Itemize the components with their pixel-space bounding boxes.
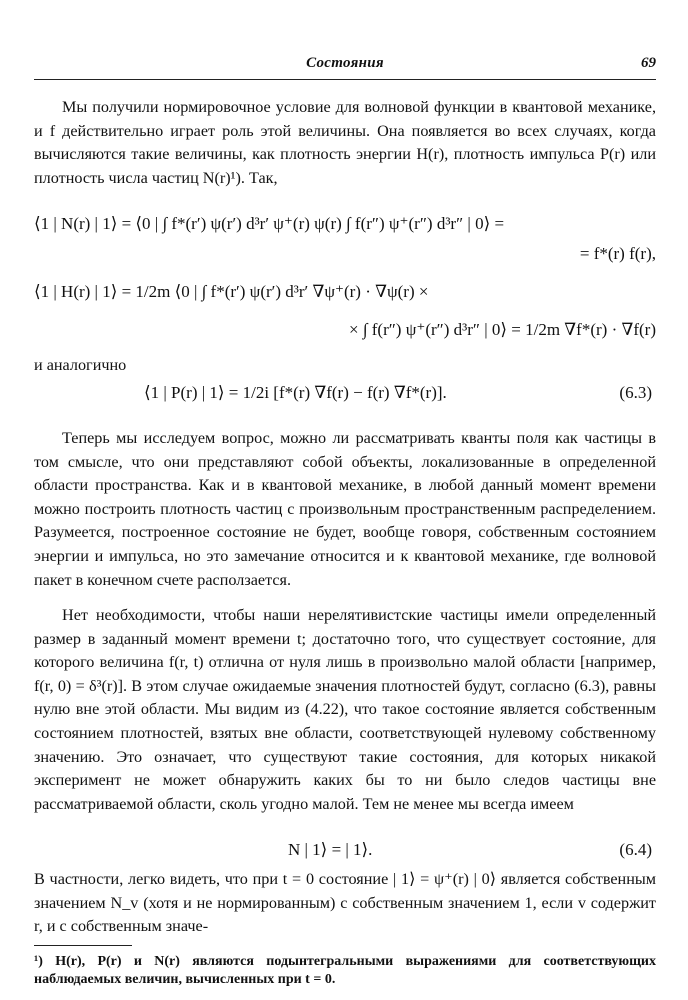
page-number: 69 (641, 55, 656, 71)
equation-1-left: ⟨1 | N(r) | 1⟩ = ⟨0 | ∫ f*(r′) ψ(r′) d³r′ ψ⁺(r) ψ(r) ∫ f(r″) ψ⁺(r″) d³r″ | 0⟩ = (34, 214, 505, 233)
paragraph-1-text: Мы получили нормировочное условие для волновой функции в квантовой механике, и f действительно играет роль этой величины. Она появляется во всех случаях, когда вычисляются такие величины, как плотность энергии H(r), плотность импульса P(r) или плотность числа частиц N(r)¹). Так, (34, 98, 656, 187)
connector-text-value: и аналогично (34, 356, 127, 374)
equation-3-number: (6.3) (619, 383, 652, 402)
equation-2-left: ⟨1 | H(r) | 1⟩ = 1/2m ⟨0 | ∫ f*(r′) ψ(r′) d³r′ ∇ψ⁺(r) · ∇ψ(r) × (34, 282, 429, 301)
equation-4 (34, 840, 656, 860)
footnote-text: ¹) H(r), P(r) и N(r) являются подынтегральными выражениями для соответствующих наблюдаемых величин, вычисленных при t = 0. (34, 954, 656, 987)
equation-2-line-1 (34, 282, 656, 302)
equation-1-line-2 (34, 244, 656, 264)
running-title: Состояния (306, 55, 384, 71)
equation-2-right: × ∫ f(r″) ψ⁺(r″) d³r″ | 0⟩ = 1/2m ∇f*(r) · ∇f(r) (349, 320, 656, 339)
equation-1-right: = f*(r) f(r), (579, 244, 656, 263)
equation-4-number: (6.4) (619, 840, 652, 859)
paragraph-2 (34, 427, 656, 592)
footnote (34, 953, 656, 989)
paragraph-4-text: В частности, легко видеть, что при t = 0 состояние | 1⟩ = ψ⁺(r) | 0⟩ является собственным значением N_v (хотя и не нормированным) с собственным значением 1, если v содержит r, и с собственным значе- (34, 870, 656, 936)
paragraph-3-text: Нет необходимости, чтобы наши нерелятивистские частицы имели определенный размер в заданный момент времени t; достаточно того, что существует состояние, для которого величина f(r, t) отлична от нуля лишь в произвольно малой области [например, f(r, 0) = δ³(r)]. В этом случае ожидаемые значения плотностей будут, согласно (6.3), равны нулю вне этой области. Мы видим из (4.22), что такое состояние является собственным состоянием плотностей, взятых вне области, соответствующей нулевому собственному значению. Это означает, что существуют такие состояния, для которых никакой эксперимент не может обнаружить каких бы то ни было следов частицы вне рассматриваемой области, сколь угодно малой. Тем не менее мы всегда имеем (34, 606, 656, 813)
paragraph-3 (34, 604, 656, 816)
footnote-rule (34, 945, 132, 946)
equation-3 (34, 383, 656, 403)
equation-2-line-2 (34, 320, 656, 340)
running-header (34, 55, 656, 80)
paragraph-1 (34, 96, 656, 190)
connector-text (34, 354, 656, 378)
equation-1-line-1 (34, 214, 656, 234)
paragraph-2-text: Теперь мы исследуем вопрос, можно ли рассматривать кванты поля как частицы в том смысле, что они представляют собой объекты, локализованные в определенной области пространства. Как и в квантовой механике, в любой данный момент времени можно построить плотность частиц с произвольным пространственным распределением. Разумеется, построенное состояние не будет, вообще говоря, собственным состоянием энергии и импульса, но это замечание относится и к квантовой механике, где волновой пакет в конечном счете расползается. (34, 429, 656, 589)
equation-4-body: N | 1⟩ = | 1⟩. (288, 840, 373, 859)
equation-3-body: ⟨1 | P(r) | 1⟩ = 1/2i [f*(r) ∇f(r) − f(r) ∇f*(r)]. (144, 383, 447, 402)
paragraph-4 (34, 868, 656, 939)
